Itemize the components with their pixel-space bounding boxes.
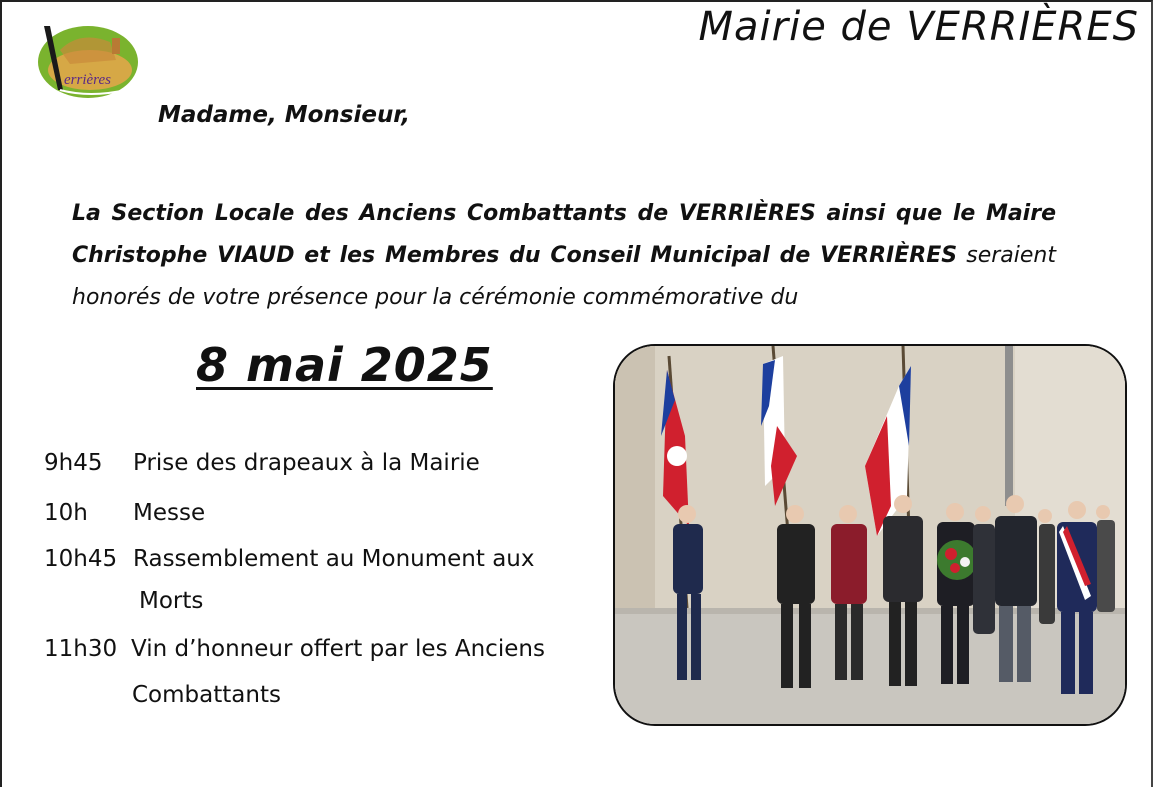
schedule-desc: Rassemblement au Monument aux (133, 546, 535, 572)
intro-paragraph (72, 193, 1056, 319)
schedule-time: 10h45 (44, 546, 118, 572)
schedule-desc: Vin d’honneur offert par les Anciens (131, 636, 545, 662)
greeting: Madame, Monsieur, (158, 102, 411, 128)
verrieres-logo (30, 20, 140, 104)
schedule-time: 9h45 (44, 450, 103, 476)
schedule-desc: Prise des drapeaux à la Mairie (133, 450, 480, 476)
schedule-desc-continued: Combattants (132, 682, 281, 708)
intro-regular: seraient honorés de votre présence pour la cérémonie commémorative du (72, 243, 1056, 310)
schedule-desc-continued: Morts (139, 588, 204, 614)
schedule-time: 10h (44, 500, 88, 526)
header-title: Mairie de VERRIÈRES (698, 4, 1139, 50)
logo-text: errières (64, 72, 111, 88)
intro-bold: La Section Locale des Anciens Combattants de VERRIÈRES ainsi que le Maire Christophe VIAUD et les Membres du Conseil Municipal de VERRIÈRES (72, 201, 1056, 268)
event-date: 8 mai 2025 (196, 338, 493, 392)
schedule-desc: Messe (133, 500, 206, 526)
ceremony-photo (613, 344, 1127, 726)
schedule-time: 11h30 (44, 636, 118, 662)
